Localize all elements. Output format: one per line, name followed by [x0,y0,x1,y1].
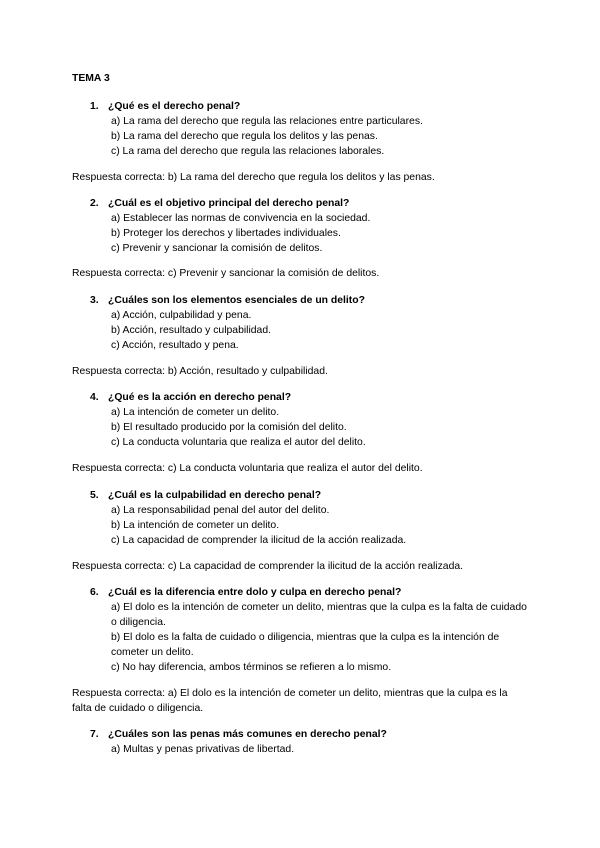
question-heading [0,488,600,503]
page-title: TEMA 3 [72,73,110,84]
question-number: 1. [90,101,99,112]
option-a: a) Acción, culpabilidad y pena. [111,310,252,321]
question-block [0,99,600,159]
correct-answer: Respuesta correcta: c) La conducta voluntaria que realiza el autor del delito. [72,463,423,474]
question-heading [0,293,600,308]
question-text: ¿Cuál es la diferencia entre dolo y culpa en derecho penal? [108,587,402,598]
question-heading [0,585,600,600]
option-a: a) Establecer las normas de convivencia en la sociedad. [111,213,371,224]
option-c: c) Prevenir y sancionar la comisión de delitos. [111,243,323,254]
question-block [0,488,600,548]
question-number: 7. [90,729,99,740]
question-heading [0,727,600,742]
option-c: c) La rama del derecho que regula las relaciones laborales. [111,146,385,157]
question-heading [0,390,600,405]
option-c: c) La conducta voluntaria que realiza el autor del delito. [111,437,366,448]
option-c: c) Acción, resultado y pena. [111,340,239,351]
option-c: c) La capacidad de comprender la ilicitud de la acción realizada. [111,535,407,546]
question-text: ¿Cuáles son los elementos esenciales de un delito? [108,295,365,306]
option-a: a) Multas y penas privativas de libertad. [111,744,295,755]
correct-answer: Respuesta correcta: c) La capacidad de comprender la ilicitud de la acción realizada. [72,561,464,572]
option-b: b) El resultado producido por la comisión del delito. [111,422,347,433]
correct-answer: Respuesta correcta: a) El dolo es la intención de cometer un delito, mientras que la culpa es la falta de cuidado o diligencia. [72,688,508,714]
option-b: b) Acción, resultado y culpabilidad. [111,325,271,336]
question-block [0,585,600,675]
question-block [0,293,600,353]
question-text: ¿Cuál es el objetivo principal del derecho penal? [108,198,350,209]
question-text: ¿Qué es la acción en derecho penal? [108,392,292,403]
question-text: ¿Qué es el derecho penal? [108,101,241,112]
correct-answer: Respuesta correcta: c) Prevenir y sancionar la comisión de delitos. [72,268,380,279]
question-heading [0,99,600,114]
question-block [0,390,600,450]
option-c: c) No hay diferencia, ambos términos se refieren a lo mismo. [111,662,392,673]
question-number: 4. [90,392,99,403]
question-text: ¿Cuál es la culpabilidad en derecho penal? [108,490,322,501]
question-number: 6. [90,587,99,598]
option-a: a) La rama del derecho que regula las relaciones entre particulares. [111,116,423,127]
question-block [0,727,600,757]
option-b: b) La rama del derecho que regula los delitos y las penas. [111,131,378,142]
option-a: a) El dolo es la intención de cometer un delito, mientras que la culpa es la falta de cuidado o diligencia. [111,602,527,628]
question-number: 5. [90,490,99,501]
option-b: b) El dolo es la falta de cuidado o diligencia, mientras que la culpa es la intención de cometer un delito. [111,632,500,658]
question-number: 3. [90,295,99,306]
correct-answer: Respuesta correcta: b) La rama del derecho que regula los delitos y las penas. [72,172,435,183]
question-number: 2. [90,198,99,209]
option-a: a) La intención de cometer un delito. [111,407,280,418]
question-block [0,196,600,256]
correct-answer: Respuesta correcta: b) Acción, resultado y culpabilidad. [72,366,328,377]
option-b: b) La intención de cometer un delito. [111,520,280,531]
option-b: b) Proteger los derechos y libertades individuales. [111,228,341,239]
option-a: a) La responsabilidad penal del autor del delito. [111,505,330,516]
question-heading [0,196,600,211]
question-text: ¿Cuáles son las penas más comunes en derecho penal? [108,729,387,740]
